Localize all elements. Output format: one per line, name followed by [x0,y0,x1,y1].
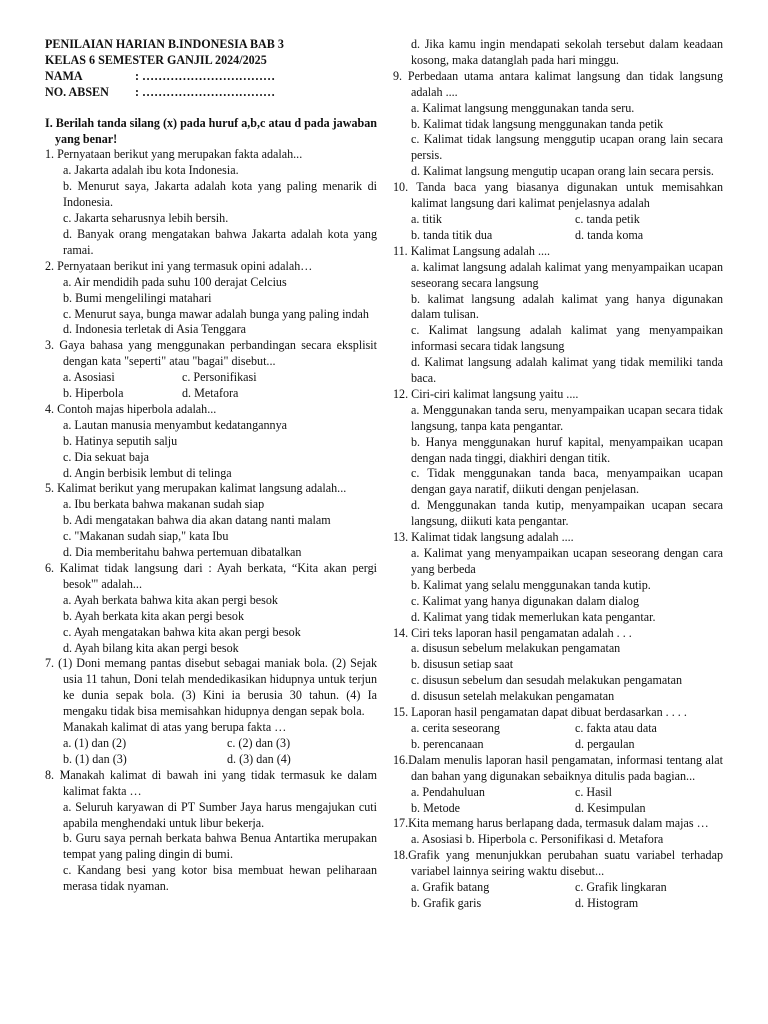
q7-options-row-2 [45,752,377,768]
q15-option-b[interactable]: b. perencanaan [411,736,484,751]
question-7: 7. (1) Doni memang pantas disebut sebagai maniak bola. (2) Sejak usia 11 tahun, Doni telah mendedikasikan hidupnya untuk terjun ke dunia sepak bola. (3) Kini ia berusia 30 tahun. (4) Ia mengaku tidak bisa memisahkan hidupnya dengan sepak bola. [45,656,377,719]
question-17: 17.Kita memang harus berlapang dada, termasuk dalam majas … [393,816,709,831]
q2-option-a[interactable]: a. Air mendidih pada suhu 100 derajat Celcius [63,274,287,289]
q15-option-d[interactable]: d. pergaulan [575,736,635,751]
q2-option-b[interactable]: b. Bumi mengelilingi matahari [63,290,212,305]
q11-option-b[interactable]: b. kalimat langsung adalah kalimat yang hanya digunakan dalam tulisan. [411,291,723,322]
question-14: 14. Ciri teks laporan hasil pengamatan adalah . . . [393,625,632,640]
q18-options-row-1 [393,880,723,896]
q5-option-b[interactable]: b. Adi mengatakan bahwa dia akan datang nanti malam [63,513,331,528]
exam-class: KELAS 6 SEMESTER GANJIL 2024/2025 [45,52,267,67]
question-15: 15. Laporan hasil pengamatan dapat dibuat berdasarkan . . . . [393,705,687,720]
q4-option-a[interactable]: a. Lautan manusia menyambut kedatangannya [63,417,287,432]
question-5: 5. Kalimat berikut yang merupakan kalimat langsung adalah... [45,481,347,496]
question-11: 11. Kalimat Langsung adalah .... [393,243,551,258]
q9-option-c[interactable]: c. Kalimat tidak langsung menggutip ucapan orang lain secara persis. [411,132,723,163]
q9-option-d[interactable]: d. Kalimat langsung mengutip ucapan orang lain secara persis. [411,164,714,179]
q7-option-b[interactable]: b. (1) dan (3) [63,751,127,766]
q3-option-b[interactable]: b. Hiperbola [63,386,124,401]
q18-option-c[interactable]: c. Grafik lingkaran [575,880,667,895]
q3-option-a[interactable]: a. Asosiasi [63,370,115,385]
question-9: 9. Perbedaan utama antara kalimat langsung dan tidak langsung adalah .... [393,68,723,99]
q12-option-b[interactable]: b. Hanya menggunakan huruf kapital, menyampaikan ucapan dengan nada tinggi, diakhiri dengan titik. [411,434,723,465]
exam-title: PENILAIAN HARIAN B.INDONESIA BAB 3 [45,37,284,51]
q14-option-c[interactable]: c. disusun sebelum dan sesudah melakukan pengamatan [411,673,683,688]
q6-option-b[interactable]: b. Ayah berkata kita akan pergi besok [63,608,245,623]
q7-options-row-1 [45,736,377,752]
q12-option-d[interactable]: d. Menggunakan tanda kutip, menyampaikan ucapan secara langsung, diikuti kata pengantar. [411,498,723,529]
q7-prompt: Manakah kalimat di atas yang berupa fakta … [63,720,287,735]
q18-options-row-2 [393,896,723,912]
right-column [393,37,723,912]
q14-option-a[interactable]: a. disusun sebelum melakukan pengamatan [411,641,621,656]
q16-option-d[interactable]: d. Kesimpulan [575,800,646,815]
q11-option-c[interactable]: c. Kalimat langsung adalah kalimat yang menyampaikan informasi secara tidak langsung [411,323,723,354]
question-13: 13. Kalimat tidak langsung adalah .... [393,530,574,545]
q18-option-b[interactable]: b. Grafik garis [411,895,482,910]
q4-option-d[interactable]: d. Angin berbisik lembut di telinga [63,465,232,480]
absen-label: NO. ABSEN [45,84,109,99]
q11-option-d[interactable]: d. Kalimat langsung adalah kalimat yang tidak memiliki tanda baca. [411,355,723,386]
q10-option-a[interactable]: a. titik [411,211,442,226]
q8-option-b[interactable]: b. Guru saya pernah berkata bahwa Benua Antartika merupakan tempat yang paling dingin di bumi. [63,831,377,862]
q14-option-d[interactable]: d. disusun setelah melakukan pengamatan [411,689,615,704]
question-6: 6. Kalimat tidak langsung dari : Ayah berkata, “Kita akan pergi besok'" adalah... [45,561,377,591]
q9-option-a[interactable]: a. Kalimat langsung menggunakan tanda seru. [411,100,635,115]
question-4: 4. Contoh majas hiperbola adalah... [45,401,217,416]
name-row [45,69,377,85]
q17-options[interactable]: a. Asosiasi b. Hiperbola c. Personifikasi d. Metafora [411,832,664,847]
question-18: 18.Grafik yang menunjukkan perubahan suatu variabel terhadap variabel lainnya seiring waktu disebut... [393,848,723,879]
q15-option-c[interactable]: c. fakta atau data [575,720,657,735]
name-label: NAMA [45,68,83,83]
q13-option-b[interactable]: b. Kalimat yang selalu menggunakan tanda kutip. [411,577,651,592]
q10-option-b[interactable]: b. tanda titik dua [411,227,493,242]
absen-row [45,85,377,101]
q8-option-c[interactable]: c. Kandang besi yang kotor bisa membuat hewan peliharaan merasa tidak nyaman. [63,863,377,894]
q5-option-a[interactable]: a. Ibu berkata bahwa makanan sudah siap [63,497,265,512]
question-1: 1. Pernyataan berikut yang merupakan fakta adalah... [45,147,303,162]
q1-option-d[interactable]: d. Banyak orang mengatakan bahwa Jakarta adalah kota yang ramai. [63,226,377,257]
left-column [45,37,377,895]
q10-option-d[interactable]: d. tanda koma [575,227,644,242]
q13-option-c[interactable]: c. Kalimat yang hanya digunakan dalam dialog [411,593,640,608]
q16-option-c[interactable]: c. Hasil [575,784,612,799]
q9-option-b[interactable]: b. Kalimat tidak langsung menggunakan tanda petik [411,116,664,131]
q1-option-b[interactable]: b. Menurut saya, Jakarta adalah kota yang paling menarik di Indonesia. [63,179,377,210]
q16-option-b[interactable]: b. Metode [411,800,461,815]
question-2: 2. Pernyataan berikut ini yang termasuk opini adalah… [45,258,313,273]
absen-field[interactable]: : …………………………… [135,84,276,99]
q5-option-c[interactable]: c. "Makanan sudah siap," kata Ibu [63,529,229,544]
q15-options-row-1 [393,721,723,737]
q16-options-row-2 [393,801,723,817]
q12-option-a[interactable]: a. Menggunakan tanda seru, menyampaikan ucapan secara tidak langsung, tanpa kata pengantar. [411,402,723,433]
question-12: 12. Ciri-ciri kalimat langsung yaitu .... [393,386,579,401]
q18-option-d[interactable]: d. Histogram [575,895,639,910]
name-field[interactable]: : …………………………… [135,68,276,83]
q18-option-a[interactable]: a. Grafik batang [411,880,490,895]
q7-option-a[interactable]: a. (1) dan (2) [63,735,127,750]
q5-option-d[interactable]: d. Dia memberitahu bahwa pertemuan dibatalkan [63,545,302,560]
q10-options-row-1 [393,212,723,228]
q16-options-row-1 [393,785,723,801]
q3-options-row-1 [45,370,377,386]
q16-option-a[interactable]: a. Pendahuluan [411,784,485,799]
q3-options-row-2 [45,386,377,402]
q12-option-c[interactable]: c. Tidak menggunakan tanda baca, menyampaikan ucapan dengan gaya naratif, diikuti dengan penjelasan. [411,466,723,497]
q1-option-a[interactable]: a. Jakarta adalah ibu kota Indonesia. [63,163,239,178]
q11-option-a[interactable]: a. kalimat langsung adalah kalimat yang menyampaikan ucapan seseorang secara langsung [411,259,723,290]
q4-option-c[interactable]: c. Dia sekuat baja [63,449,149,464]
section-instruction: I. Berilah tanda silang (x) pada huruf a,b,c atau d pada jawaban yang benar! [45,115,377,146]
q15-options-row-2 [393,737,723,753]
q7-option-c[interactable]: c. (2) dan (3) [227,735,291,750]
q1-option-c[interactable]: c. Jakarta seharusnya lebih bersih. [63,211,229,226]
q8-option-a[interactable]: a. Seluruh karyawan di PT Sumber Jaya harus mengajukan cuti apabila menghendaki untuk libur bekerja. [63,799,377,830]
q4-option-b[interactable]: b. Hatinya seputih salju [63,433,178,448]
question-3: 3. Gaya bahasa yang menggunakan perbandingan secara eksplisit dengan kata "seperti" atau "bagai" disebut... [45,338,377,369]
q8-option-d[interactable]: d. Jika kamu ingin mendapati sekolah tersebut dalam keadaan kosong, maka datanglah pada hari minggu. [411,37,723,67]
q14-option-b[interactable]: b. disusun setiap saat [411,657,514,672]
q15-option-a[interactable]: a. cerita seseorang [411,720,500,735]
q2-option-d[interactable]: d. Indonesia terletak di Asia Tenggara [63,322,246,337]
q6-option-a[interactable]: a. Ayah berkata bahwa kita akan pergi besok [63,592,278,607]
q13-option-a[interactable]: a. Kalimat yang menyampaikan ucapan seseorang dengan cara yang berbeda [411,546,723,576]
q13-option-d[interactable]: d. Kalimat yang tidak memerlukan kata pengantar. [411,609,656,624]
question-10: 10. Tanda baca yang biasanya digunakan untuk memisahkan kalimat langsung dari kalimat penjelasnya adalah [393,180,723,211]
q3-option-d[interactable]: d. Metafora [182,386,239,401]
question-8: 8. Manakah kalimat di bawah ini yang tidak termasuk ke dalam kalimat fakta … [45,767,377,798]
q10-options-row-2 [393,228,723,244]
q2-option-c[interactable]: c. Menurut saya, bunga mawar adalah bunga yang paling indah [63,306,369,321]
q7-option-d[interactable]: d. (3) dan (4) [227,751,291,766]
q3-option-c[interactable]: c. Personifikasi [182,370,257,385]
q6-option-d[interactable]: d. Ayah bilang kita akan pergi besok [63,640,239,655]
q6-option-c[interactable]: c. Ayah mengatakan bahwa kita akan pergi besok [63,624,301,639]
q10-option-c[interactable]: c. tanda petik [575,211,640,226]
question-16: 16.Dalam menulis laporan hasil pengamatan, informasi tentang alat dan bahan yang digunakan sebaiknya ditulis pada bagian... [393,752,723,783]
